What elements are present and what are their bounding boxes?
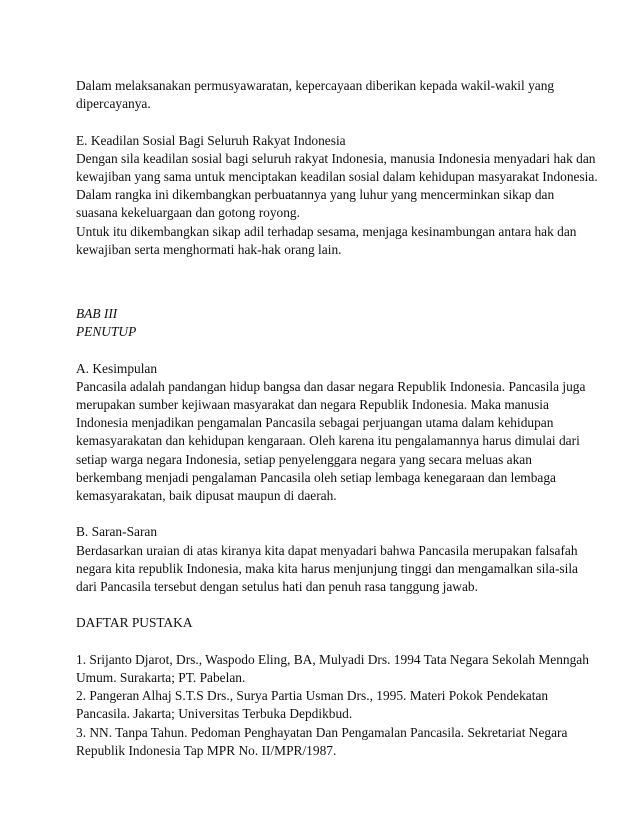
intro-line: dipercayanya.: [76, 96, 151, 112]
chapter-heading: [76, 305, 586, 341]
chapter-number: BAB III: [76, 306, 118, 322]
reference-line: Pancasila. Jakarta; Universitas Terbuka Depdikbud.: [76, 706, 353, 722]
section-e-line: Dalam rangka ini dikembangkan perbuatannya yang luhur yang mencerminkan sikap dan: [76, 187, 555, 203]
section-b: [76, 523, 586, 596]
section-a-line: kemasyarakatan dan kehidupan kengaraan. Oleh karena itu pengalamannya harus dimulai dari: [76, 433, 580, 449]
section-e-line: kewajiban serta menghormati hak-hak orang lain.: [76, 241, 342, 257]
document-body: [76, 77, 598, 760]
reference-line: Republik Indonesia Tap MPR No. II/MPR/1987.: [76, 742, 337, 758]
section-a: [76, 360, 586, 506]
section-b-heading: B. Saran-Saran: [76, 524, 158, 540]
section-e-line: suasana kekeluargaan dan gotong royong.: [76, 205, 300, 221]
section-a-line: kemasyarakatan, baik dipusat maupun di daerah.: [76, 488, 337, 504]
references-heading-block: [76, 614, 586, 632]
section-e: [76, 132, 598, 259]
section-b-line: Berdasarkan uraian di atas kiranya kita dapat menyadari bahwa Pancasila merupakan falsafah: [76, 542, 578, 558]
section-a-line: merupakan sumber kejiwaan masyarakat dan negara Republik Indonesia. Maka manusia: [76, 397, 549, 413]
intro-paragraph: [76, 77, 586, 113]
section-e-heading: E. Keadilan Sosial Bagi Seluruh Rakyat Indonesia: [76, 132, 346, 148]
section-a-line: Pancasila adalah pandangan hidup bangsa dan dasar negara Republik Indonesia. Pancasila juga: [76, 378, 586, 394]
section-a-line: berkembang menjadi pengalaman Pancasila oleh setiap lembaga kenegaraan dan lembaga: [76, 469, 556, 485]
reference-line: Umum. Surakarta; PT. Pabelan.: [76, 670, 246, 686]
section-a-line: Indonesia menjadikan pengamalan Pancasila sebagai perjuangan utama dalam kehidupan: [76, 415, 554, 431]
reference-line: 1. Srijanto Djarot, Drs., Waspodo Eling, BA, Mulyadi Drs. 1994 Tata Negara Sekolah Menngah: [76, 651, 589, 667]
section-a-line: setiap warga negara Indonesia, setiap penyelenggara negara yang secara meluas akan: [76, 451, 532, 467]
section-e-line: Dengan sila keadilan sosial bagi seluruh rakyat Indonesia, manusia Indonesia menyadari hak dan: [76, 150, 596, 166]
intro-line: Dalam melaksanakan permusyawaratan, kepercayaan diberikan kepada wakil-wakil yang: [76, 78, 555, 93]
reference-line: 2. Pangeran Alhaj S.T.S Drs., Surya Partia Usman Drs., 1995. Materi Pokok Pendekatan: [76, 688, 549, 704]
chapter-title: PENUTUP: [76, 324, 137, 340]
section-e-line: kewajiban yang sama untuk menciptakan keadilan sosial dalam kehidupan masyarakat Indonesia.: [76, 169, 598, 184]
references-list: [76, 651, 589, 760]
section-a-heading: A. Kesimpulan: [76, 360, 158, 376]
section-b-line: dari Pancasila tersebut dengan setulus hati dan penuh rasa tanggung jawab.: [76, 579, 478, 595]
section-b-line: negara kita republik Indonesia, maka kita harus menjunjung tinggi dan mengamalkan sila-sila: [76, 560, 579, 576]
references-heading: DAFTAR PUSTAKA: [76, 615, 193, 631]
section-e-line: Untuk itu dikembangkan sikap adil terhadap sesama, menjaga kesinambungan antara hak dan: [76, 223, 577, 239]
reference-line: 3. NN. Tanpa Tahun. Pedoman Penghayatan Dan Pengamalan Pancasila. Sekretariat Negara: [76, 724, 568, 740]
